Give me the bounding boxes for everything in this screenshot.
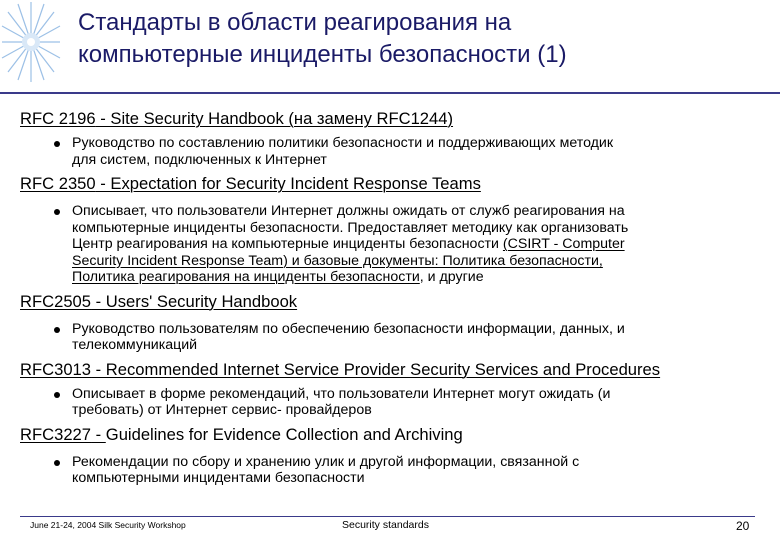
bullet-icon bbox=[54, 460, 60, 466]
rfc-item-3227 bbox=[20, 425, 770, 487]
rfc-heading bbox=[20, 292, 770, 312]
rfc-heading bbox=[20, 360, 770, 380]
rfc-item-2196 bbox=[20, 109, 770, 168]
bullet-point bbox=[20, 454, 770, 487]
bullet-point bbox=[20, 321, 770, 354]
bullet-text: компьютерными инцидентами безопасности bbox=[72, 470, 365, 486]
rfc-heading bbox=[20, 174, 770, 194]
rfc-link[interactable]: RFC 2196 bbox=[20, 109, 96, 128]
bullet-icon bbox=[54, 327, 60, 333]
slide-title bbox=[78, 7, 768, 71]
footer-section: Security standards bbox=[342, 519, 429, 531]
bullet-text-part: Центр реагирования на компьютерные инциденты безопасности bbox=[72, 236, 499, 252]
bullet-icon bbox=[54, 141, 60, 147]
bullet-icon bbox=[54, 209, 60, 215]
bullet-point bbox=[20, 203, 770, 286]
slide-body bbox=[20, 109, 770, 487]
rfc-item-3013 bbox=[20, 360, 770, 419]
footer-event: June 21-24, 2004 Silk Security Workshop bbox=[30, 520, 186, 530]
rfc-link[interactable]: RFC3013 bbox=[20, 359, 92, 379]
bullet-text: Описывает, что пользователи Интернет должны ожидать от служб реагирования на bbox=[72, 203, 625, 219]
page-number: 20 bbox=[736, 519, 750, 533]
csirt-link-continued[interactable]: Security Incident Response Team) и базовые документы: Политика безопасности, bbox=[72, 252, 603, 269]
rfc-link[interactable]: RFC 2350 bbox=[20, 174, 96, 193]
rfc-link[interactable] bbox=[20, 425, 106, 444]
bullet-text: телекоммуникаций bbox=[72, 337, 198, 353]
bullet-text bbox=[72, 236, 770, 253]
slide-title-line-1: Стандарты в области реагирования на bbox=[78, 9, 512, 36]
bullet-point bbox=[20, 386, 770, 419]
rfc-heading bbox=[20, 109, 770, 129]
bullet-text: Руководство по составлению политики безопасности и поддерживающих методик bbox=[72, 135, 614, 151]
bullet-text: компьютерные инциденты безопасности. Предоставляет методику как организовать bbox=[72, 219, 629, 236]
rfc-item-2350 bbox=[20, 174, 770, 286]
bullet-point bbox=[20, 135, 770, 168]
decorative-star-icon bbox=[0, 0, 62, 84]
rfc-title: Guidelines for Evidence Collection and Archiving bbox=[105, 424, 463, 444]
bullet-text: Рекомендации по сбору и хранению улик и другой информации, связанной с bbox=[72, 453, 580, 470]
bullet-text: Описывает в форме рекомендаций, что пользователи Интернет могут ожидать (и bbox=[72, 385, 611, 402]
rfc-heading bbox=[20, 425, 770, 445]
bullet-text: требовать) от Интернет сервис- провайдеров bbox=[72, 402, 372, 418]
rfc-title: - Users' Security Handbook bbox=[91, 291, 298, 311]
rfc-title: - Site Security Handbook (на замену RFC1244) bbox=[95, 109, 454, 128]
rfc-number: RFC3227 bbox=[20, 424, 92, 444]
bullet-text: Руководство пользователям по обеспечению безопасности информации, данных, и bbox=[72, 320, 625, 337]
bullet-text-part: , и другие bbox=[419, 269, 484, 285]
bullet-icon bbox=[54, 392, 60, 398]
rfc-title: - Expectation for Security Incident Response Teams bbox=[95, 174, 481, 193]
policy-link[interactable]: Политика реагирования на инциденты безопасности bbox=[72, 269, 420, 285]
csirt-link[interactable]: (CSIRT - Computer bbox=[502, 236, 625, 252]
title-divider bbox=[0, 92, 780, 94]
bullet-text bbox=[72, 269, 770, 286]
rfc-title: - Recommended Internet Service Provider Security Services and Procedures bbox=[91, 359, 661, 379]
slide-title-line-2: компьютерные инциденты безопасности (1) bbox=[78, 41, 567, 68]
bullet-text: для систем, подключенных к Интернет bbox=[72, 151, 327, 168]
rfc-separator: - bbox=[91, 424, 106, 444]
footer-divider bbox=[20, 516, 755, 517]
rfc-item-2505 bbox=[20, 292, 770, 354]
rfc-link[interactable]: RFC2505 bbox=[20, 291, 92, 311]
